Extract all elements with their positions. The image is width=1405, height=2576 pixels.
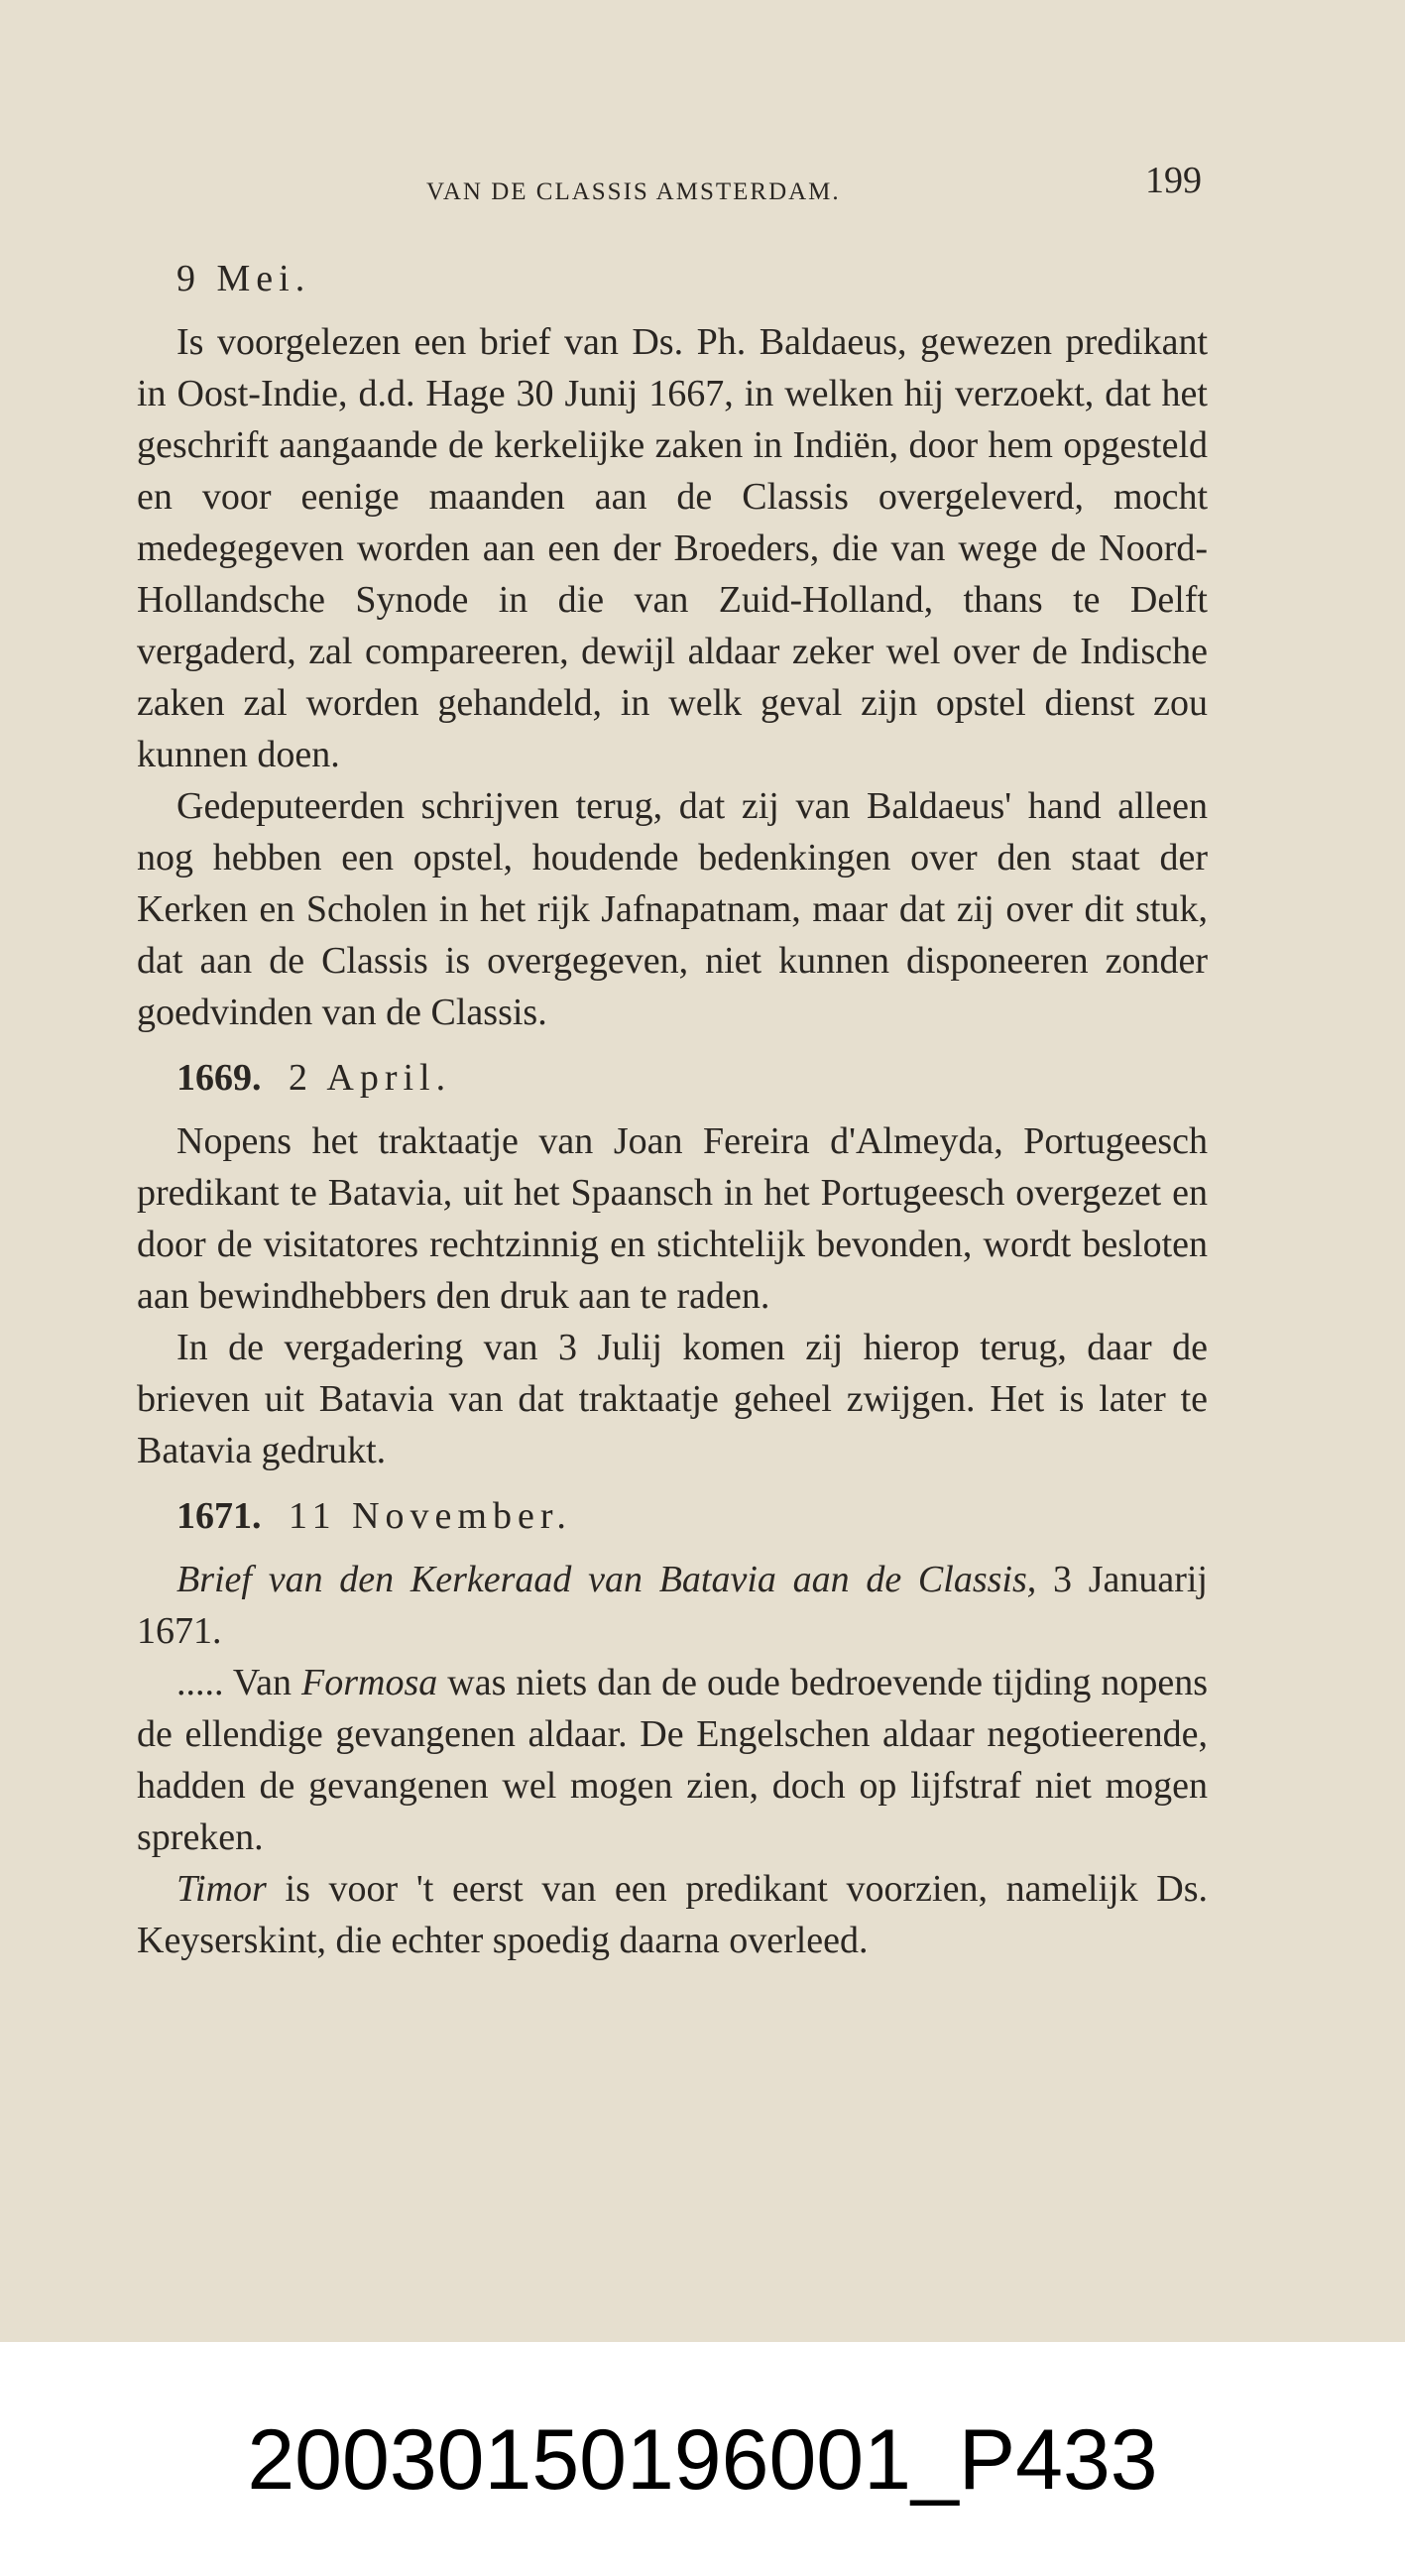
- page-number: 199: [1145, 160, 1202, 201]
- paragraph-rest: is voor 't eerst van een predikant voorzien, namelijk Ds. Keyserskint, die echter spoedig daarna overleed.: [137, 1868, 1209, 1961]
- date-label: 11 November.: [289, 1495, 572, 1537]
- date-label: 9 Mei.: [176, 258, 311, 299]
- paragraph: [137, 1657, 1208, 1863]
- entry-date: [176, 253, 1208, 304]
- paragraph-rest: was niets dan de oude bedroevende tijding nopens de ellendige gevangenen aldaar. De Engelschen aldaar negotieerende, hadden de gevangenen wel mogen zien, doch op lijfstraf niet mogen spreken.: [137, 1662, 1209, 1858]
- letter-date: 3 Januarij 1671.: [137, 1559, 1208, 1652]
- place-name: Timor: [176, 1868, 267, 1910]
- date-label: 2 April.: [289, 1057, 452, 1099]
- paragraph: Is voorgelezen een brief van Ds. Ph. Baldaeus, gewezen predikant in Oost-Indie, d.d. Hage 30 Junij 1667, in welken hij verzoekt, dat het geschrift aangaande de kerkelijke zaken in Indiën, door hem opgesteld en voor eenige maanden aan de Classis overgeleverd, mocht medegegeven worden aan een der Broeders, die van wege de Noord-Hollandsche Synode in die van Zuid-Holland, thans te Delft vergaderd, zal compareeren, dewijl aldaar zeker wel over de Indische zaken zal worden gehandeld, in welk geval zijn opstel dienst zou kunnen doen.: [137, 321, 1208, 775]
- entry-date: [176, 1052, 1208, 1104]
- year-label: 1671.: [176, 1495, 262, 1537]
- running-head: VAN DE CLASSIS AMSTERDAM.: [426, 178, 841, 205]
- entry-date: [176, 1490, 1208, 1542]
- scan-identifier: 20030150196001_P433: [247, 2412, 1158, 2508]
- letter-title: Brief van den Kerkeraad van Batavia aan de Classis,: [176, 1559, 1037, 1600]
- year-label: 1669.: [176, 1057, 262, 1099]
- paragraph: In de vergadering van 3 Julij komen zij hierop terug, daar de brieven uit Batavia van dat traktaatje geheel zwijgen. Het is later te Batavia gedrukt.: [137, 1327, 1208, 1471]
- page-body: [137, 253, 1208, 1966]
- paragraph: Gedeputeerden schrijven terug, dat zij van Baldaeus' hand alleen nog hebben een opstel, houdende bedenkingen over den staat der Kerken en Scholen in het rijk Jafnapatnam, maar dat zij over dit stuk, dat aan de Classis is overgegeven, niet kunnen disponeeren zonder goedvinden van de Classis.: [137, 785, 1208, 1033]
- paragraph: [137, 1863, 1208, 1966]
- paragraph: Nopens het traktaatje van Joan Fereira d'Almeyda, Portugeesch predikant te Batavia, uit het Spaansch in het Portugeesch overgezet en door de visitatores rechtzinnig en stichtelijk bevonden, wordt besloten aan bewindhebbers den druk aan te raden.: [137, 1120, 1208, 1317]
- letter-heading: [137, 1554, 1208, 1657]
- paragraph-lead: ..... Van: [176, 1662, 292, 1703]
- place-name: Formosa: [301, 1662, 438, 1703]
